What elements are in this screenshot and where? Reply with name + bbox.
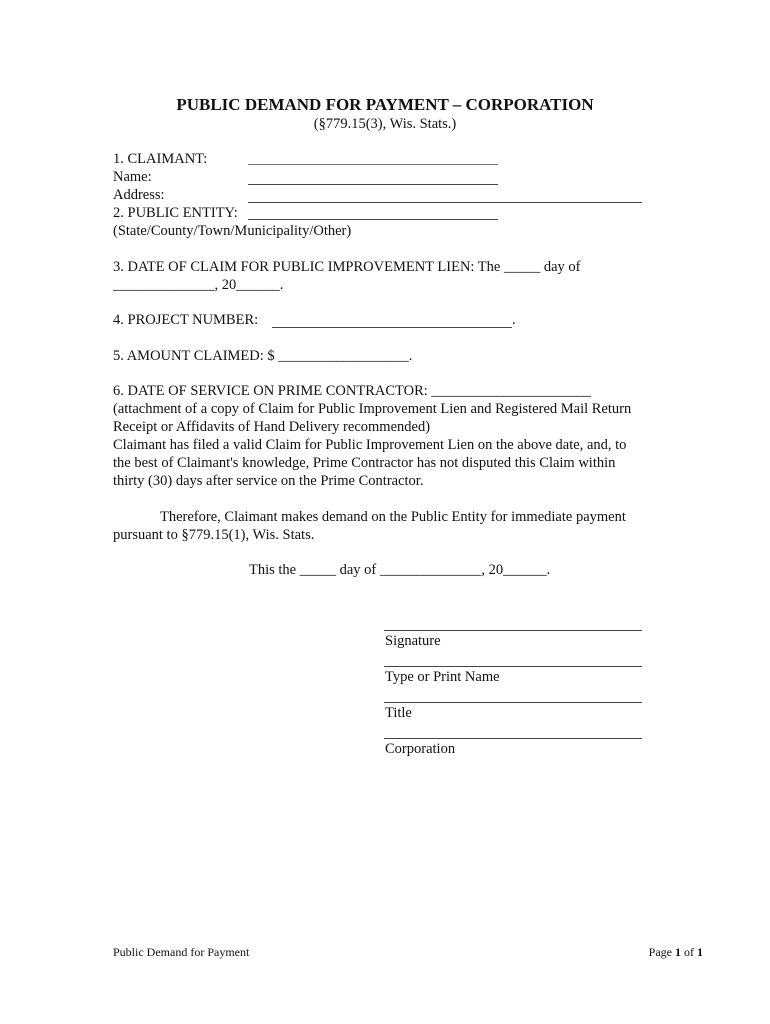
public-entity-blank-line[interactable] [248, 219, 498, 220]
page-total: 1 [697, 945, 703, 959]
project-number-period: . [512, 312, 516, 328]
document-title: PUBLIC DEMAND FOR PAYMENT – CORPORATION [176, 95, 594, 114]
claimant-blank-line[interactable] [248, 164, 498, 165]
date-of-service-line1: 6. DATE OF SERVICE ON PRIME CONTRACTOR: ______________________ [113, 383, 591, 399]
amount-claimed-label: 5. AMOUNT CLAIMED: $ __________________. [113, 348, 413, 364]
date-of-claim-line1: 3. DATE OF CLAIM FOR PUBLIC IMPROVEMENT LIEN: The _____ day of [113, 259, 581, 275]
footer-page-number [649, 945, 703, 959]
project-number-label: 4. PROJECT NUMBER: [113, 312, 259, 328]
page-current: 1 [675, 945, 681, 959]
date-of-service-line4: Claimant has filed a valid Claim for Public Improvement Lien on the above date, and, to [113, 437, 627, 453]
signature-label: Signature [385, 633, 441, 649]
document-subtitle: (§779.15(3), Wis. Stats.) [313, 116, 457, 132]
name-blank-line[interactable] [248, 184, 498, 185]
date-of-service-line2: (attachment of a copy of Claim for Public Improvement Lien and Registered Mail Return [113, 401, 632, 417]
date-of-claim-line2: ______________, 20______. [113, 277, 284, 293]
name-label: Name: [113, 169, 152, 185]
project-number-blank-line[interactable] [272, 327, 512, 328]
corporation-label: Corporation [385, 741, 456, 757]
dated-line: This the _____ day of ______________, 20______. [249, 562, 551, 578]
date-of-service-line3: Receipt or Affidavits of Hand Delivery recommended) [113, 419, 431, 435]
public-entity-note: (State/County/Town/Municipality/Other) [113, 223, 352, 239]
title-label: Title [385, 705, 412, 721]
date-of-service-line5: the best of Claimant's knowledge, Prime Contractor has not disputed this Claim within [113, 455, 616, 471]
signature-line[interactable] [384, 630, 642, 631]
demand-line2: pursuant to §779.15(1), Wis. Stats. [113, 527, 315, 543]
footer-title: Public Demand for Payment [113, 945, 250, 959]
public-entity-label: 2. PUBLIC ENTITY: [113, 205, 238, 221]
page-prefix: Page [648, 945, 675, 959]
page-of: of [681, 945, 697, 959]
demand-line1: Therefore, Claimant makes demand on the Public Entity for immediate payment [160, 509, 626, 525]
address-blank-line[interactable] [248, 202, 642, 203]
address-label: Address: [113, 187, 165, 203]
title-line[interactable] [384, 702, 642, 703]
date-of-service-line6: thirty (30) days after service on the Prime Contractor. [113, 473, 424, 489]
claimant-label: 1. CLAIMANT: [113, 151, 208, 167]
corporation-line[interactable] [384, 738, 642, 739]
print-name-line[interactable] [384, 666, 642, 667]
print-name-label: Type or Print Name [385, 669, 500, 685]
